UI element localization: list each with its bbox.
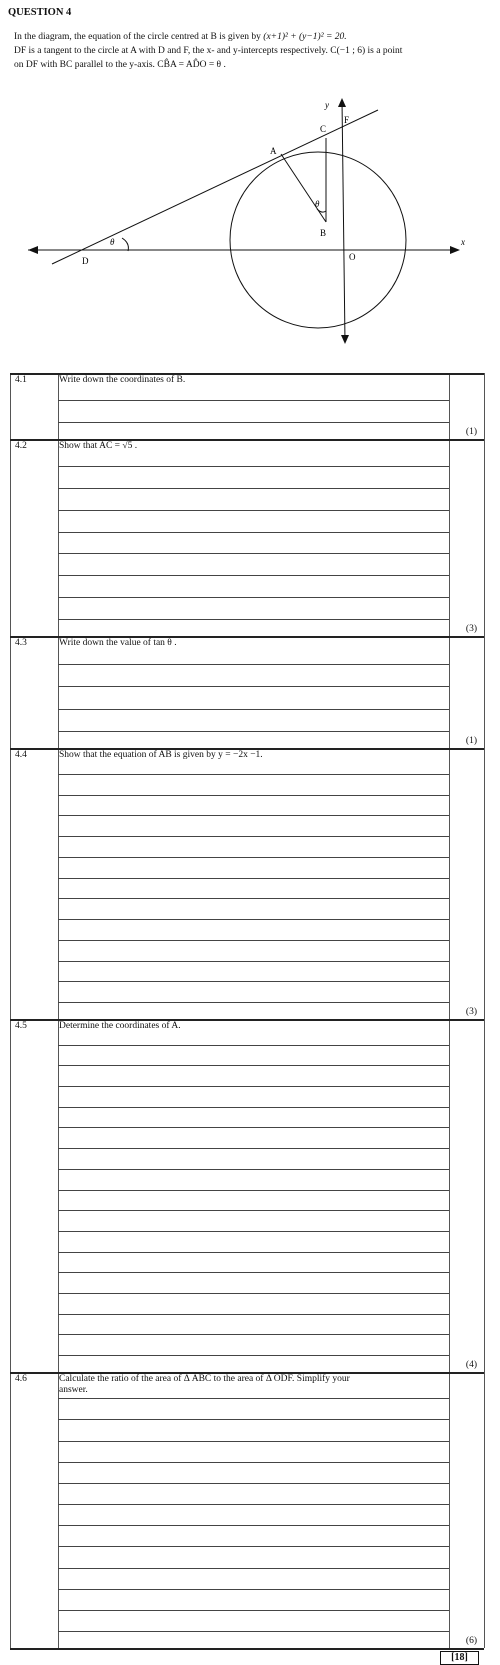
intro-line-3: on DF with BC parallel to the y-axis. CB̂A = AD̂O = θ . [14,60,226,70]
total-marks: [18] [440,1651,479,1665]
answer-line [58,857,449,858]
question-number: 4.3 [15,638,27,648]
answer-line [58,553,449,554]
answer-line [58,836,449,837]
intro-line-2: DF is a tangent to the circle at A with D and F, the x- and y-intercepts respectively. C(−1 ; 6) is a point [14,46,403,56]
answer-line [58,1293,449,1294]
label-d: D [82,256,89,266]
answer-line [58,1107,449,1108]
answer-line [58,1589,449,1590]
x-axis-right-arrow-icon [450,246,460,254]
question-number: 4.4 [15,750,27,760]
answer-line [58,619,449,620]
answer-line [58,1504,449,1505]
question-number: 4.5 [15,1021,27,1031]
answer-line [58,1441,449,1442]
answer-line [58,466,449,467]
answer-line [58,1169,449,1170]
intro-line-1-text: In the diagram, the equation of the circle centred at B is given by [14,32,261,42]
circle-equation: (x+1)² + (y−1)² = 20. [263,32,347,42]
answer-line [58,898,449,899]
question-text: Show that AC = √5 . [59,441,138,451]
question-text: Write down the value of tan θ . [59,638,177,648]
question-text: Calculate the ratio of the area of Δ ABC to the area of Δ ODF. Simplify your [59,1374,350,1384]
y-axis-top-arrow-icon [338,98,346,107]
answer-line [58,919,449,920]
y-axis-line [342,100,345,342]
angle-arc-d [122,238,128,251]
label-f: F [344,115,350,125]
answer-line [58,709,449,710]
question-heading: QUESTION 4 [8,7,72,18]
question-number: 4.2 [15,441,27,451]
question-text: Write down the coordinates of B. [59,375,186,385]
answer-line [58,1355,449,1356]
answer-line [58,400,449,401]
question-marks: (3) [465,1007,477,1017]
answer-line [58,1610,449,1611]
answer-line [58,1148,449,1149]
segment-ab [281,154,326,222]
answer-line [58,1190,449,1191]
answer-line [58,1002,449,1003]
question-marks: (1) [465,736,477,746]
question-text-line-2: answer. [59,1385,88,1395]
question-marks: (6) [465,1636,477,1646]
label-theta-d: θ [110,237,115,247]
answer-line [58,1252,449,1253]
label-o: O [349,252,356,262]
answer-line [58,981,449,982]
label-y: y [325,100,329,110]
answer-line [58,961,449,962]
answer-line [58,731,449,732]
answer-line [58,1231,449,1232]
answer-line [58,532,449,533]
answer-line [58,1419,449,1420]
answer-line [58,878,449,879]
question-number: 4.1 [15,375,27,385]
label-b: B [320,228,327,238]
answer-line [58,1483,449,1484]
question-marks: (1) [465,427,477,437]
answer-line [58,1210,449,1211]
question-number: 4.6 [15,1374,27,1384]
angle-arc-b [317,209,326,212]
answer-line [58,510,449,511]
label-a: A [270,146,277,156]
answer-line [58,597,449,598]
answer-line [58,664,449,665]
answer-line [58,1065,449,1066]
answer-line [58,488,449,489]
intro-line-1 [14,30,484,44]
circle-tangent-diagram [0,98,500,348]
x-axis-left-arrow-icon [28,246,38,254]
grid-left-border [10,373,11,1648]
answer-line [58,774,449,775]
question-text: Show that the equation of AB is given by y = −2x −1. [59,750,263,760]
answer-line [58,1334,449,1335]
question-intro [14,30,484,72]
question-marks: (4) [465,1360,477,1370]
question-marks: (3) [465,624,477,634]
answer-line [58,1314,449,1315]
answer-line [58,1462,449,1463]
answer-line [58,940,449,941]
answer-line [58,1398,449,1399]
grid-right-border [484,373,485,1648]
answer-line [58,1127,449,1128]
label-x: x [461,237,465,247]
answer-line [58,686,449,687]
answer-line [58,1631,449,1632]
label-c: C [320,124,327,134]
answer-line [58,1086,449,1087]
answer-line [58,1045,449,1046]
answer-line [58,1568,449,1569]
tangent-line-df [52,110,378,264]
answer-line [58,575,449,576]
label-theta-b: θ [315,199,320,209]
y-axis-bottom-arrow-icon [341,335,349,344]
answer-line [58,1525,449,1526]
answer-line [58,1546,449,1547]
answer-line [58,1272,449,1273]
grid-col1-border [58,373,59,1648]
grid-bottom-rule [10,1648,484,1650]
question-text: Determine the coordinates of A. [59,1021,181,1031]
answer-line [58,422,449,423]
answer-line [58,795,449,796]
circle-b [230,152,406,328]
answer-line [58,815,449,816]
